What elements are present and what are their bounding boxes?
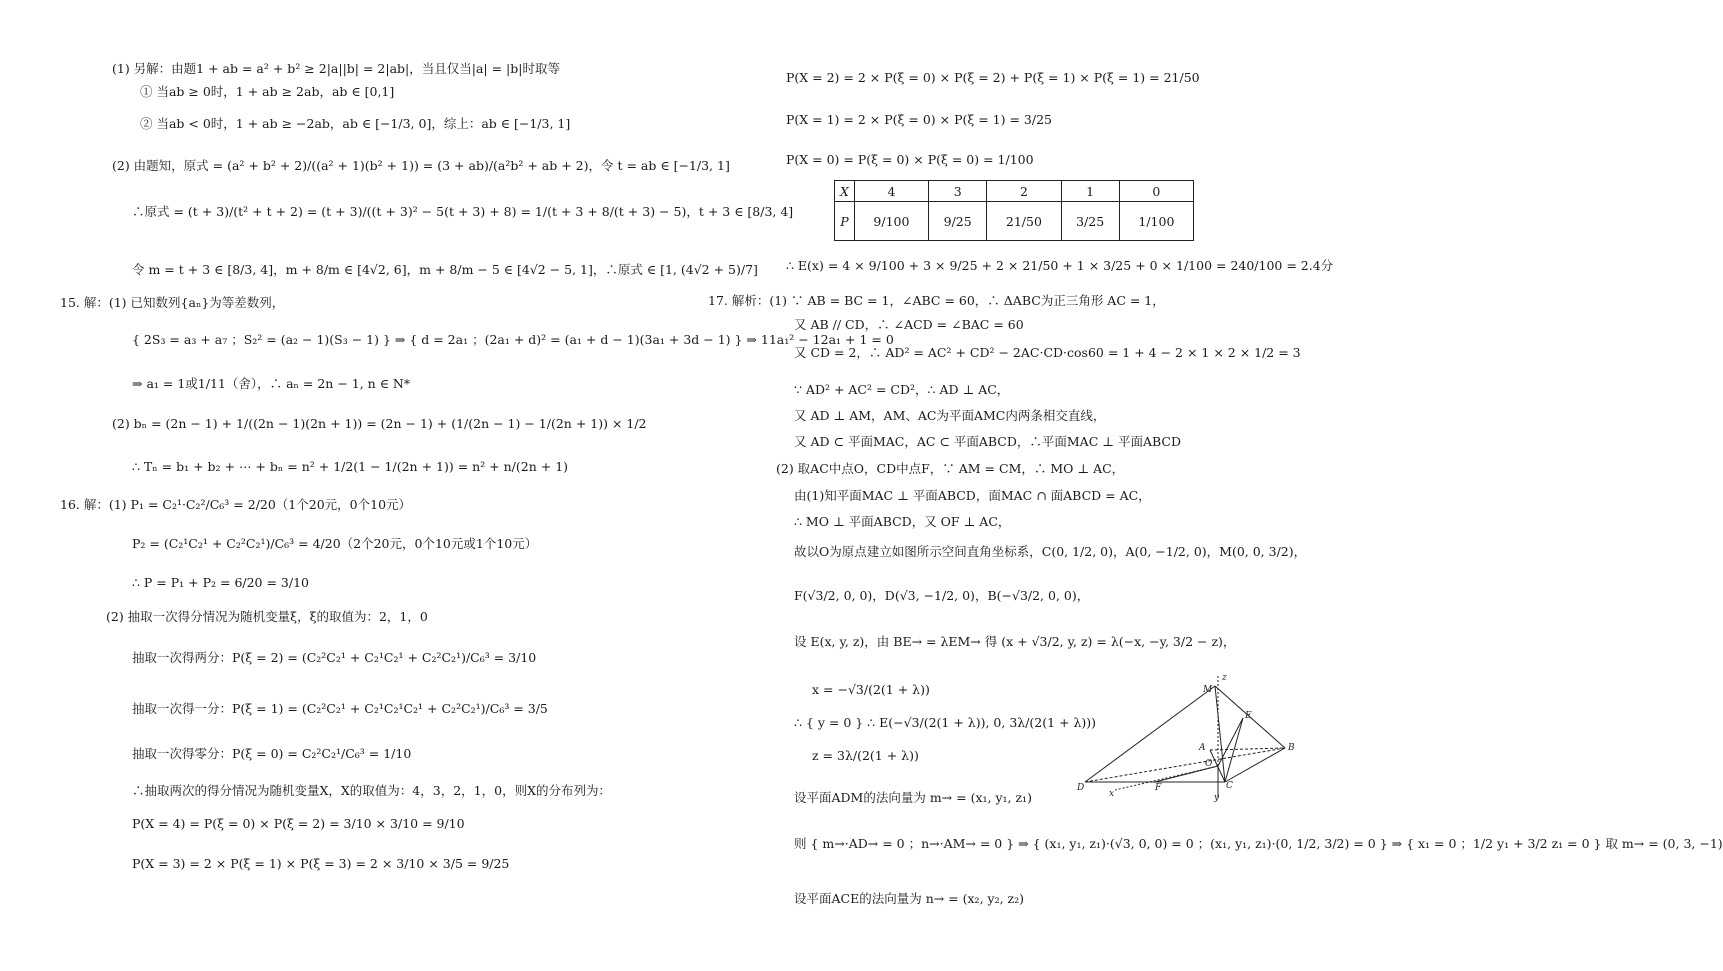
table-cell: 0	[1119, 181, 1193, 202]
problem-17-heading: 17. 解析：(1) ∵ AB = BC = 1，∠ABC = 60，∴ ΔABC为正三角形 AC = 1，	[708, 293, 1165, 308]
text-line: ∴原式 = (t + 3)/(t² + t + 2) = (t + 3)/((t + 3)² − 5(t + 3) + 8) = 1/(t + 3 + 8/(t + 3) − 5)，t + 3 ∈ [8/3, 4]	[132, 204, 794, 219]
text-line: 设 E(x, y, z)，由 BE→ = λEM→ 得 (x + √3/2, y, z) = λ(−x, −y, 3/2 − z)，	[794, 634, 1236, 649]
text-line: ① 当ab ≥ 0时，1 + ab ≥ 2ab，ab ∈ [0,1]	[140, 84, 395, 99]
text-line: z = 3λ/(2(1 + λ))	[812, 748, 919, 763]
text-line: P(X = 4) = P(ξ = 0) × P(ξ = 2) = 3/10 × 3/10 = 9/10	[132, 816, 465, 831]
text-line: { 2S₃ = a₃ + a₇ ；S₂² = (a₂ − 1)(S₃ − 1) } ⇒ { d = 2a₁ ；(2a₁ + d)² = (a₁ + d − 1)(3a₁ + 3d − 1) } ⇒ 11a₁² − 12a₁ + 1 = 0	[132, 332, 894, 347]
table-cell: 1	[1061, 181, 1119, 202]
text-line: P(X = 0) = P(ξ = 0) × P(ξ = 0) = 1/100	[786, 152, 1034, 167]
table-cell: 1/100	[1119, 202, 1193, 241]
figure-label: B	[1288, 743, 1295, 753]
text-line: ∴ P = P₁ + P₂ = 6/20 = 3/10	[132, 575, 310, 590]
text-line: P₂ = (C₂¹C₂¹ + C₂²C₂¹)/C₆³ = 4/20（2个20元，0个10元或1个10元）	[132, 536, 538, 551]
text-line: 则 { m→·AD→ = 0 ；n→·AM→ = 0 } ⇒ { (x₁, y₁, z₁)·(√3, 0, 0) = 0 ；(x₁, y₁, z₁)·(0, 1/2, 3/2) = 0 } ⇒ { x₁ = 0 ；1/2 y₁ + 3/2 z₁ = 0 } 取 m→ = (0, 3, −1)	[794, 836, 1723, 851]
table-cell: 3/25	[1061, 202, 1119, 241]
table-cell: P	[835, 202, 855, 241]
figure-label: z	[1222, 673, 1227, 683]
text-line: 又 CD = 2，∴ AD² = AC² + CD² − 2AC·CD·cos60 = 1 + 4 − 2 × 1 × 2 × 1/2 = 3	[794, 345, 1301, 360]
distribution-table	[834, 180, 1194, 241]
text-line: ∵ AD² + AC² = CD²，∴ AD ⊥ AC，	[794, 382, 1010, 397]
figure-label: O	[1205, 759, 1213, 769]
text-line: 由(1)知平面MAC ⊥ 平面ABCD，面MAC ∩ 面ABCD = AC，	[794, 488, 1151, 503]
table-cell: X	[835, 181, 855, 202]
text-line: 抽取一次得一分：P(ξ = 1) = (C₂²C₂¹ + C₂¹C₂¹C₂¹ + C₂²C₂¹)/C₆³ = 3/5	[132, 701, 548, 716]
problem-16-heading: 16. 解：(1) P₁ = C₂¹·C₂²/C₆³ = 2/20（1个20元，0个10元）	[60, 497, 412, 512]
table-row	[835, 202, 1194, 241]
text-line: (2) 抽取一次得分情况为随机变量ξ，ξ的取值为：2，1，0	[106, 609, 428, 624]
text-line: x = −√3/(2(1 + λ))	[812, 682, 930, 697]
text-line: (1) 另解：由题1 + ab = a² + b² ≥ 2|a||b| = 2|ab|，当且仅当|a| = |b|时取等	[112, 61, 560, 76]
text-line: P(X = 3) = 2 × P(ξ = 1) × P(ξ = 3) = 2 × 3/10 × 3/5 = 9/25	[132, 856, 510, 871]
text-line: P(X = 2) = 2 × P(ξ = 0) × P(ξ = 2) + P(ξ = 1) × P(ξ = 1) = 21/50	[786, 70, 1200, 85]
text-line: (2) 由题知，原式 = (a² + b² + 2)/((a² + 1)(b² + 1)) = (3 + ab)/(a²b² + ab + 2)，令 t = ab ∈ [−1/3, 1]	[112, 158, 730, 173]
text-line: F(√3/2, 0, 0)，D(√3, −1/2, 0)，B(−√3/2, 0, 0)，	[794, 588, 1090, 603]
pyramid-figure	[1075, 666, 1305, 806]
text-line: ∴ MO ⊥ 平面ABCD，又 OF ⊥ AC，	[794, 514, 1011, 529]
text-line: 设平面ADM的法向量为 m→ = (x₁, y₁, z₁)	[794, 790, 1032, 805]
text-line: ∴抽取两次的得分情况为随机变量X，X的取值为：4，3，2，1，0，则X的分布列为：	[132, 783, 611, 798]
table-cell: 9/25	[929, 202, 987, 241]
text-line: ② 当ab < 0时，1 + ab ≥ −2ab，ab ∈ [−1/3, 0]，综上：ab ∈ [−1/3, 1]	[140, 116, 571, 131]
table-cell: 9/100	[854, 202, 928, 241]
figure-label: C	[1226, 781, 1233, 791]
figure-label: x	[1109, 789, 1115, 799]
text-line: ⇒ a₁ = 1或1/11（舍），∴ aₙ = 2n − 1, n ∈ N*	[132, 376, 411, 391]
figure-label: D	[1077, 783, 1085, 793]
text-line: 又 AD ⊂ 平面MAC，AC ⊂ 平面ABCD，∴平面MAC ⊥ 平面ABCD	[794, 434, 1182, 449]
text-line: 设平面ACE的法向量为 n→ = (x₂, y₂, z₂)	[794, 891, 1025, 906]
text-line: 抽取一次得两分：P(ξ = 2) = (C₂²C₂¹ + C₂¹C₂¹ + C₂²C₂¹)/C₆³ = 3/10	[132, 650, 537, 665]
figure-label: E	[1245, 711, 1252, 721]
table-cell: 4	[854, 181, 928, 202]
text-line: ∴ Tₙ = b₁ + b₂ + ⋯ + bₙ = n² + 1/2(1 − 1/(2n + 1)) = n² + n/(2n + 1)	[132, 459, 569, 474]
text-line: 又 AB // CD，∴ ∠ACD = ∠BAC = 60	[794, 317, 1024, 332]
figure-label: M	[1203, 685, 1213, 695]
table-cell: 3	[929, 181, 987, 202]
table-cell: 2	[987, 181, 1061, 202]
text-line: ∴ E(x) = 4 × 9/100 + 3 × 9/25 + 2 × 21/50 + 1 × 3/25 + 0 × 1/100 = 240/100 = 2.4分	[786, 258, 1334, 273]
text-line: (2) 取AC中点O，CD中点F，∵ AM = CM，∴ MO ⊥ AC，	[776, 461, 1125, 476]
text-line: P(X = 1) = 2 × P(ξ = 0) × P(ξ = 1) = 3/25	[786, 112, 1052, 127]
table-cell: 21/50	[987, 202, 1061, 241]
text-line: 又 AD ⊥ AM，AM、AC为平面AMC内两条相交直线，	[794, 408, 1106, 423]
figure-label: F	[1155, 783, 1162, 793]
text-line: 令 m = t + 3 ∈ [8/3, 4]，m + 8/m ∈ [4√2, 6]，m + 8/m − 5 ∈ [4√2 − 5, 1]，∴原式 ∈ [1, (4√2 + 5)/7]	[132, 262, 758, 277]
text-line: ∴ { y = 0 } ∴ E(−√3/(2(1 + λ)), 0, 3λ/(2(1 + λ)))	[794, 715, 1097, 730]
problem-15-heading: 15. 解：(1) 已知数列{aₙ}为等差数列，	[60, 295, 285, 310]
text-line: 故以O为原点建立如图所示空间直角坐标系，C(0, 1/2, 0)，A(0, −1/2, 0)，M(0, 0, 3/2)，	[794, 544, 1307, 559]
text-line: (2) bₙ = (2n − 1) + 1/((2n − 1)(2n + 1)) = (2n − 1) + (1/(2n − 1) − 1/(2n + 1)) × 1/2	[112, 416, 647, 431]
table-row	[835, 181, 1194, 202]
figure-label: y	[1214, 793, 1220, 803]
figure-label: A	[1199, 743, 1206, 753]
text-line: 抽取一次得零分：P(ξ = 0) = C₂²C₂¹/C₆³ = 1/10	[132, 746, 412, 761]
